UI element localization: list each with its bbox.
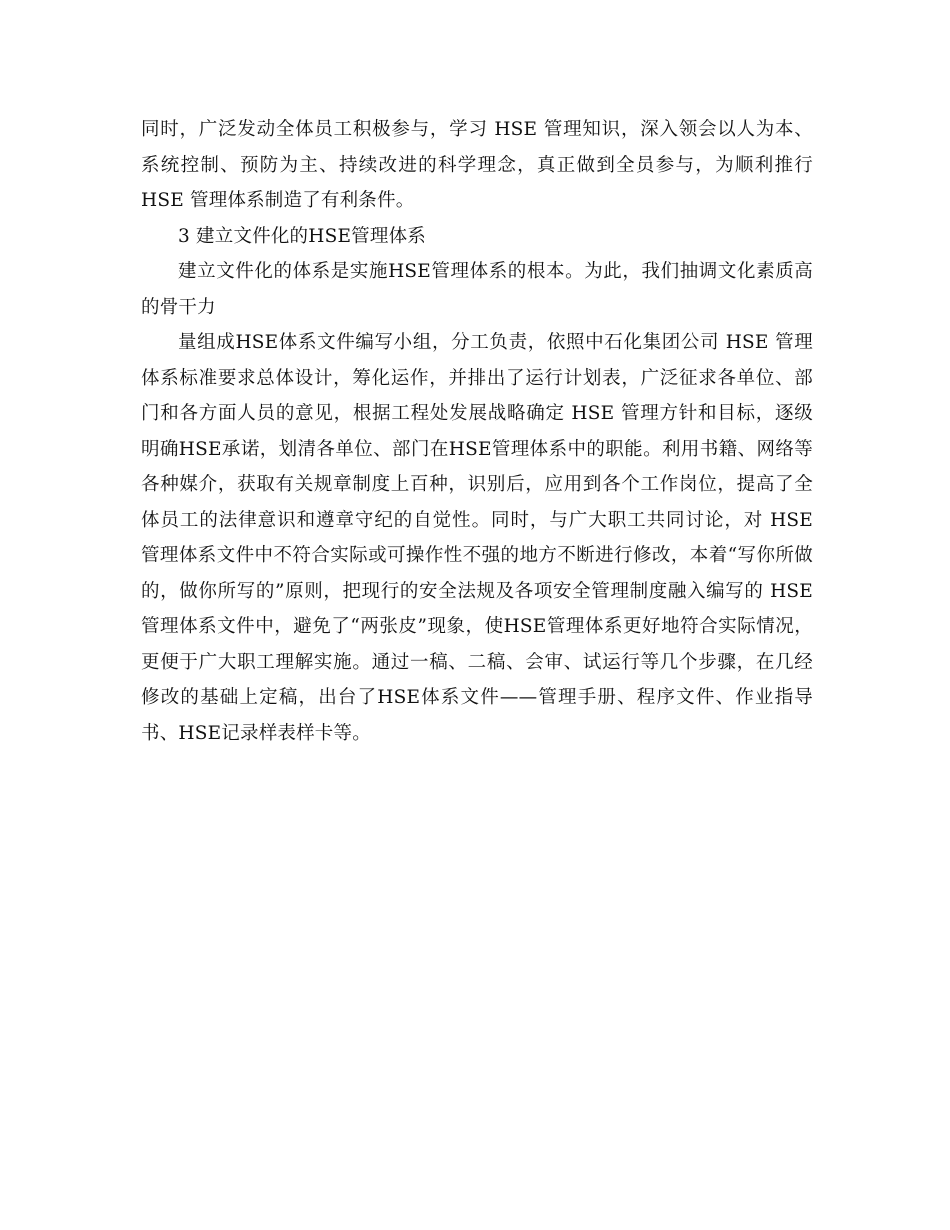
document-page bbox=[141, 112, 813, 751]
paragraph-documentation-basis: 建立文件化的体系是实施HSE管理体系的根本。为此，我们抽调文化素质高的骨干力 bbox=[141, 261, 813, 318]
section-heading: 3 建立文件化的HSE管理体系 bbox=[178, 225, 426, 247]
paragraph-participation: 同时，广泛发动全体员工积极参与，学习 HSE 管理知识，深入领会以人为本、系统控制、预防为主、持续改进的科学理念，真正做到全员参与，为顺利推行 HSE 管理体系制造了有利条件。 bbox=[141, 119, 813, 211]
paragraph-document-writing: 量组成HSE体系文件编写小组，分工负责，依照中石化集团公司 HSE 管理体系标准要求总体设计，筹化运作，并排出了运行计划表，广泛征求各单位、部门和各方面人员的意见，根据工程处发展战略确定 HSE 管理方针和目标，逐级明确HSE承诺，划清各单位、部门在HSE管理体系中的职能。利用书籍、网络等各种媒介，获取有关规章制度上百种，识别后，应用到各个工作岗位，提高了全体员工的法律意识和遵章守纪的自觉性。同时，与广大职工共同讨论，对 HSE 管理体系文件中不符合实际或可操作性不强的地方不断进行修改，本着“写你所做的，做你所写的”原则，把现行的安全法规及各项安全管理制度融入编写的 HSE 管理体系文件中，避免了“两张皮”现象，使HSE管理体系更好地符合实际情况，更便于广大职工理解实施。通过一稿、二稿、会审、试运行等几个步骤，在几经修改的基础上定稿，出台了HSE体系文件——管理手册、程序文件、作业指导书、HSE记录样表样卡等。 bbox=[141, 332, 813, 744]
